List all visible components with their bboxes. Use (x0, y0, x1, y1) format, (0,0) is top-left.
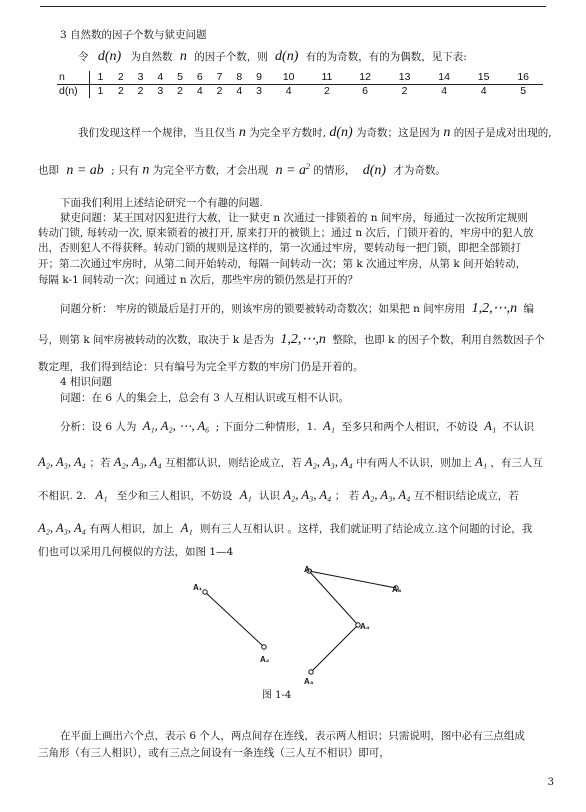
text: ；若 (89, 457, 111, 469)
intro-text: 有的为奇数，有的为偶数，见下表: (305, 51, 467, 63)
math-set: A₁, A₂, ⋯, A₆ (142, 419, 210, 433)
table-cell: 8 (229, 71, 249, 85)
text: ，有三人互 (490, 457, 543, 469)
final-line-1: 在平面上画出六个点，表示 6 个人，两点间存在连线，表示两人相识；只需说明，图中必有三点组成 (60, 730, 525, 742)
math-sequence: 1,2,⋯,n (280, 332, 326, 347)
prison-line-4: 开；第二次通过牢房时，从第二间开始转动，每隔一间转动一次；第 k 次通过牢房，从第 k 间开始转动， (38, 258, 527, 270)
table-cell: 3 (131, 71, 151, 85)
table-cell: 4 (441, 85, 448, 98)
table-cell: 13 (385, 71, 425, 85)
text: 为完全平方数时, (249, 127, 327, 139)
table-cell: 2 (117, 85, 124, 98)
table-cell: 4 (196, 85, 203, 98)
vertex (262, 645, 266, 649)
table-cell: 4 (285, 85, 292, 98)
vertex (309, 670, 313, 674)
figure-caption: 图 1-4 (262, 690, 292, 701)
math-equation: n = a (275, 162, 307, 178)
math-dn: d(n) (97, 49, 122, 64)
math-sequence: 1,2,⋯,n (471, 301, 518, 316)
text: ； 若 (334, 490, 360, 502)
final-line-2: 三角形（有三人相识），或有三点之间设有一条连线（三人互不相识）即可， (38, 747, 390, 759)
table-cell: 5 (170, 71, 190, 85)
math-a1: A₁ (475, 455, 488, 469)
table-cell: 16 (503, 71, 543, 85)
table-cell: 6 (362, 85, 368, 98)
analysis-line-3: 数定理，我们得到结论：只有编号为完全平方数的牢房门仍是开着的。 (38, 361, 364, 373)
section-4-heading: 4 相识问题 (60, 376, 113, 388)
table-cell: 4 (480, 85, 487, 98)
table-cell: 14 (424, 71, 464, 85)
text: 有两人相识，加上 (89, 523, 174, 535)
table-cell: 1 (97, 85, 104, 98)
math-set: A₂, A₃, A₄ (283, 488, 332, 502)
vertex-label: A₁ (193, 583, 203, 592)
text: 也即 (38, 164, 59, 177)
prison-line-2: 转动门锁, 每转动一次, 原来锁着的被打开, 原来打开的被锁上；通过 n 次后，门锁开着的，牢房中的犯人放 (38, 227, 534, 239)
table-header-cell: n (57, 71, 90, 85)
math-a1: A₁ (180, 521, 193, 535)
table-cell: 7 (210, 71, 230, 85)
table-header-cell: d(n) (57, 85, 90, 99)
math-n: n (443, 125, 451, 140)
math-n: n (179, 49, 187, 64)
table-cell: 15 (464, 71, 504, 85)
text: 至少和三人相识，不妨设 (116, 490, 233, 502)
vertex-label: A₃ (304, 677, 314, 686)
text: 问题分析： 牢房的锁最后是打开的，则该牢房的锁要被转动奇数次；如果把 n 间牢房用 (60, 303, 466, 315)
prison-line-1: 狱吏问题：某王国对囚犯进行大赦，让一狱吏 n 次通过一排锁着的 n 间牢房，每通过一次按所定规则 (60, 212, 528, 224)
text: 互相都认识，则结论成立，若 (165, 457, 302, 469)
text: 我们发现这样一个规律，当且仅当 (78, 127, 236, 139)
math-set: A₂, A₃, A₄ (362, 488, 411, 502)
text: 中有两人不认识，则加上 (356, 457, 472, 469)
intro-text: 为自然数 (130, 51, 173, 63)
text: 分析：设 6 人为 (60, 421, 137, 433)
table-cell: 3 (157, 85, 164, 98)
vertex-label: A₄ (360, 622, 370, 631)
intro-text: 令 (78, 51, 89, 63)
text: 不相识. 2. (38, 490, 87, 502)
table-cell: 2 (216, 85, 223, 98)
section-3-heading: 3 自然数的因子个数与狱吏问题 (60, 29, 207, 41)
question-line: 问题：在 6 人的集会上，总会有 3 人互相认识或互相不认识。 (60, 392, 350, 404)
page-number: 3 (547, 777, 554, 788)
text: 互不相识结论成立，若 (413, 490, 519, 502)
vertex (203, 590, 207, 594)
math-dn: d(n) (362, 162, 387, 178)
math-equation: n = ab (66, 162, 104, 178)
analysis-4-line-5: 们也可以采用几何模似的方法，如图 1—4 (38, 546, 234, 558)
table-cell: 2 (111, 71, 131, 85)
math-n: n (238, 125, 246, 140)
table-cell: 10 (269, 71, 309, 85)
text: 认识 (259, 490, 281, 502)
math-a1: A₁ (95, 488, 108, 502)
table-cell: 2 (137, 85, 144, 98)
edge-left (205, 592, 264, 647)
vertex-label: A₆ (392, 585, 402, 594)
text: 为完全平方数，才会出现 (152, 164, 269, 177)
table-cell: 9 (249, 71, 269, 85)
math-set: A₂, A₃, A₄ (304, 455, 353, 469)
vertex-label: A₁ (304, 565, 314, 574)
math-n: n (142, 162, 150, 178)
table-cell: 3 (256, 85, 262, 98)
text: 的因子是成对出现的, (453, 127, 552, 139)
table-cell: 2 (177, 85, 183, 98)
text: ; 下面分二种情形，1. (215, 421, 317, 433)
intro-text: 的因子个数，则 (194, 51, 268, 63)
text: ; 只有 (111, 164, 140, 177)
text: 的情形， (313, 164, 356, 177)
table-cell: 2 (323, 85, 330, 98)
math-set: A₂, A₃, A₄ (38, 455, 86, 469)
edge-a4-a3 (311, 625, 358, 672)
math-dn: d(n) (329, 125, 353, 140)
math-set: A₂, A₃, A₄ (113, 455, 162, 469)
vertex-label: A₂ (260, 655, 270, 664)
table-cell: 6 (190, 71, 210, 85)
prison-line-3: 出，否则犯人不得获释。转动门锁的规则是这样的，第一次通过牢房，要转动每一把门锁，即把全部锁打 (38, 242, 521, 254)
text: 号，则第 k 间牢房被转动的次数，取决于 k 是否为 (38, 334, 275, 346)
transition-line: 下面我们利用上述结论研究一个有趣的问题. (60, 197, 263, 209)
table-cell: 4 (150, 71, 170, 85)
table-cell: 5 (520, 85, 527, 98)
math-a1: A₁ (484, 419, 497, 433)
text: 则有三人互相认识 。这样，我们就证明了结论成立.这个问题的讨论，我 (200, 523, 533, 535)
math-a1: A₁ (239, 488, 252, 502)
text: 编 (523, 303, 534, 315)
table-cell: 4 (236, 85, 243, 98)
text: 为奇数；这是因为 (356, 127, 441, 139)
math-a1: A₁ (323, 419, 336, 433)
text: 不认识 (502, 421, 535, 433)
text: 才为奇数。 (393, 164, 446, 177)
text: 整除，也即 k 的因子个数，利用自然数因子个 (332, 334, 545, 346)
prison-line-5: 每隔 k-1 间转动一次；问通过 n 次后，那些牢房的锁仍然是打开的？ (38, 274, 359, 286)
table-cell: 1 (90, 71, 111, 85)
math-set: A₂, A₃, A₄ (38, 521, 86, 535)
math-dn: d(n) (275, 49, 299, 64)
text: 至多只和两个人相识，不妨设 (341, 421, 478, 433)
table-cell: 12 (345, 71, 385, 85)
table-cell: 2 (401, 85, 408, 98)
table-cell: 11 (308, 71, 345, 85)
math-superscript: 2 (306, 162, 311, 171)
